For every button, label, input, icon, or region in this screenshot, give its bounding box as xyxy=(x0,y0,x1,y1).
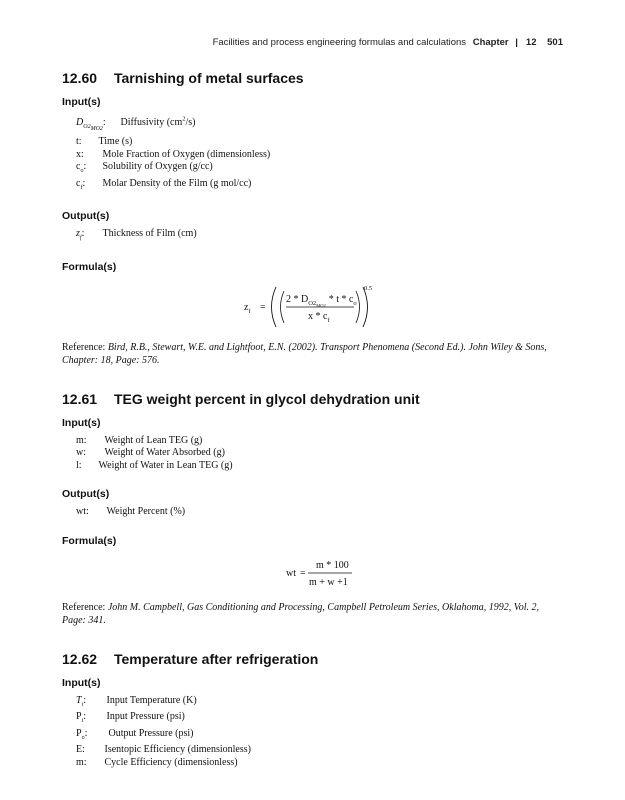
formula-block xyxy=(62,279,562,333)
output-list xyxy=(76,506,562,519)
reference xyxy=(62,341,562,367)
input-item: x: Mole Fraction of Oxygen (dimensionless) xyxy=(76,148,271,160)
input-item: $T_i$: Input Temperature (K) xyxy=(76,694,197,708)
input-list xyxy=(76,695,562,770)
section-title xyxy=(62,651,562,667)
input-item: m: Weight of Lean TEG (g) xyxy=(76,434,203,446)
input-item: $P_i$: Input Pressure (psi) xyxy=(76,711,185,725)
book-title: Facilities and process engineering formulas and calculations xyxy=(212,37,467,48)
header-separator: | xyxy=(515,37,518,48)
inner-left-paren xyxy=(281,291,285,323)
section-title xyxy=(62,70,562,86)
formula-lhs: $z_f$ xyxy=(244,301,251,315)
page-number: 501 xyxy=(547,37,563,48)
formula-denominator: m + w +1 xyxy=(309,576,348,588)
input-heading: Input(s) xyxy=(62,676,101,689)
reference-label: Reference: xyxy=(62,601,106,613)
formula-lhs: wt xyxy=(286,567,296,579)
chapter-label: Chapter xyxy=(472,37,509,48)
section-number: 12.60 xyxy=(62,70,98,86)
input-item: $c_o$: Solubility of Oxygen (g/cc) xyxy=(76,161,213,175)
reference-text: Bird, R.B., Stewart, W.E. and Lightfoot, E.N. (2002). Transport Phenomena (Second Ed.). John Wiley & Sons, Chapter: 18, Page: 576. xyxy=(62,341,547,366)
input-item: l: Weight of Water in Lean TEG (g) xyxy=(76,459,233,471)
input-heading: Input(s) xyxy=(62,96,101,108)
section-12-61 xyxy=(62,391,562,627)
reference-text: John M. Campbell, Gas Conditioning and Processing, Campbell Petroleum Series, Oklahoma, 1992, Vol. 2, Page: 341. xyxy=(62,601,539,626)
output-item: $z_f$: Thickness of Film (cm) xyxy=(76,228,197,242)
input-item: m: Cycle Efficiency (dimensionless) xyxy=(76,756,238,768)
section-name: Tarnishing of metal surfaces xyxy=(114,70,304,86)
input-list xyxy=(76,435,562,473)
inner-right-paren xyxy=(356,291,360,323)
outer-left-paren xyxy=(272,287,277,327)
output-list xyxy=(76,228,562,245)
page-content xyxy=(62,70,562,769)
formula-heading: Formula(s) xyxy=(62,260,117,273)
outer-right-paren xyxy=(363,287,368,327)
formula-exponent: 0.5 xyxy=(364,284,373,292)
formula-heading: Formula(s) xyxy=(62,534,117,547)
formula-teg xyxy=(284,553,394,593)
formula-block xyxy=(62,553,562,593)
input-heading: Input(s) xyxy=(62,416,101,429)
section-name: Temperature after refrigeration xyxy=(114,650,319,667)
input-item: $P_o$: Output Pressure (psi) xyxy=(76,727,194,741)
input-item: E: Isentopic Efficiency (dimensionless) xyxy=(76,744,251,756)
section-name: TEG weight percent in glycol dehydration unit xyxy=(114,390,420,407)
formula-numerator: $2 * D_{O2MO2}*$ t * $c_o$ xyxy=(286,293,357,308)
section-12-60 xyxy=(62,70,562,367)
running-header xyxy=(213,37,563,48)
formula-equals: = xyxy=(260,301,266,313)
section-number: 12.61 xyxy=(62,390,98,407)
section-number: 12.62 xyxy=(62,650,98,667)
section-title xyxy=(62,391,562,407)
output-heading: Output(s) xyxy=(62,210,110,223)
reference-label: Reference: xyxy=(62,341,106,353)
input-item: t: Time (s) xyxy=(76,136,133,148)
formula-numerator: m * 100 xyxy=(316,559,349,571)
formula-tarnishing xyxy=(240,279,440,333)
formula-denominator: x * $c_f$ xyxy=(308,310,330,324)
input-list xyxy=(76,114,562,194)
formula-equals: = xyxy=(300,567,306,579)
input-item: w: Weight of Water Absorbed (g) xyxy=(76,447,225,459)
output-item: wt: Weight Percent (%) xyxy=(76,506,186,518)
section-12-62 xyxy=(62,651,562,770)
reference xyxy=(62,601,562,627)
input-item: $c_f$: Molar Density of the Film (g mol/cc) xyxy=(76,177,252,191)
output-heading: Output(s) xyxy=(62,488,110,501)
input-item: $D_{O2_{MO2}}$: Diffusivity $(cm^2/s)$ xyxy=(76,116,196,133)
chapter-number: 12 xyxy=(525,37,537,48)
